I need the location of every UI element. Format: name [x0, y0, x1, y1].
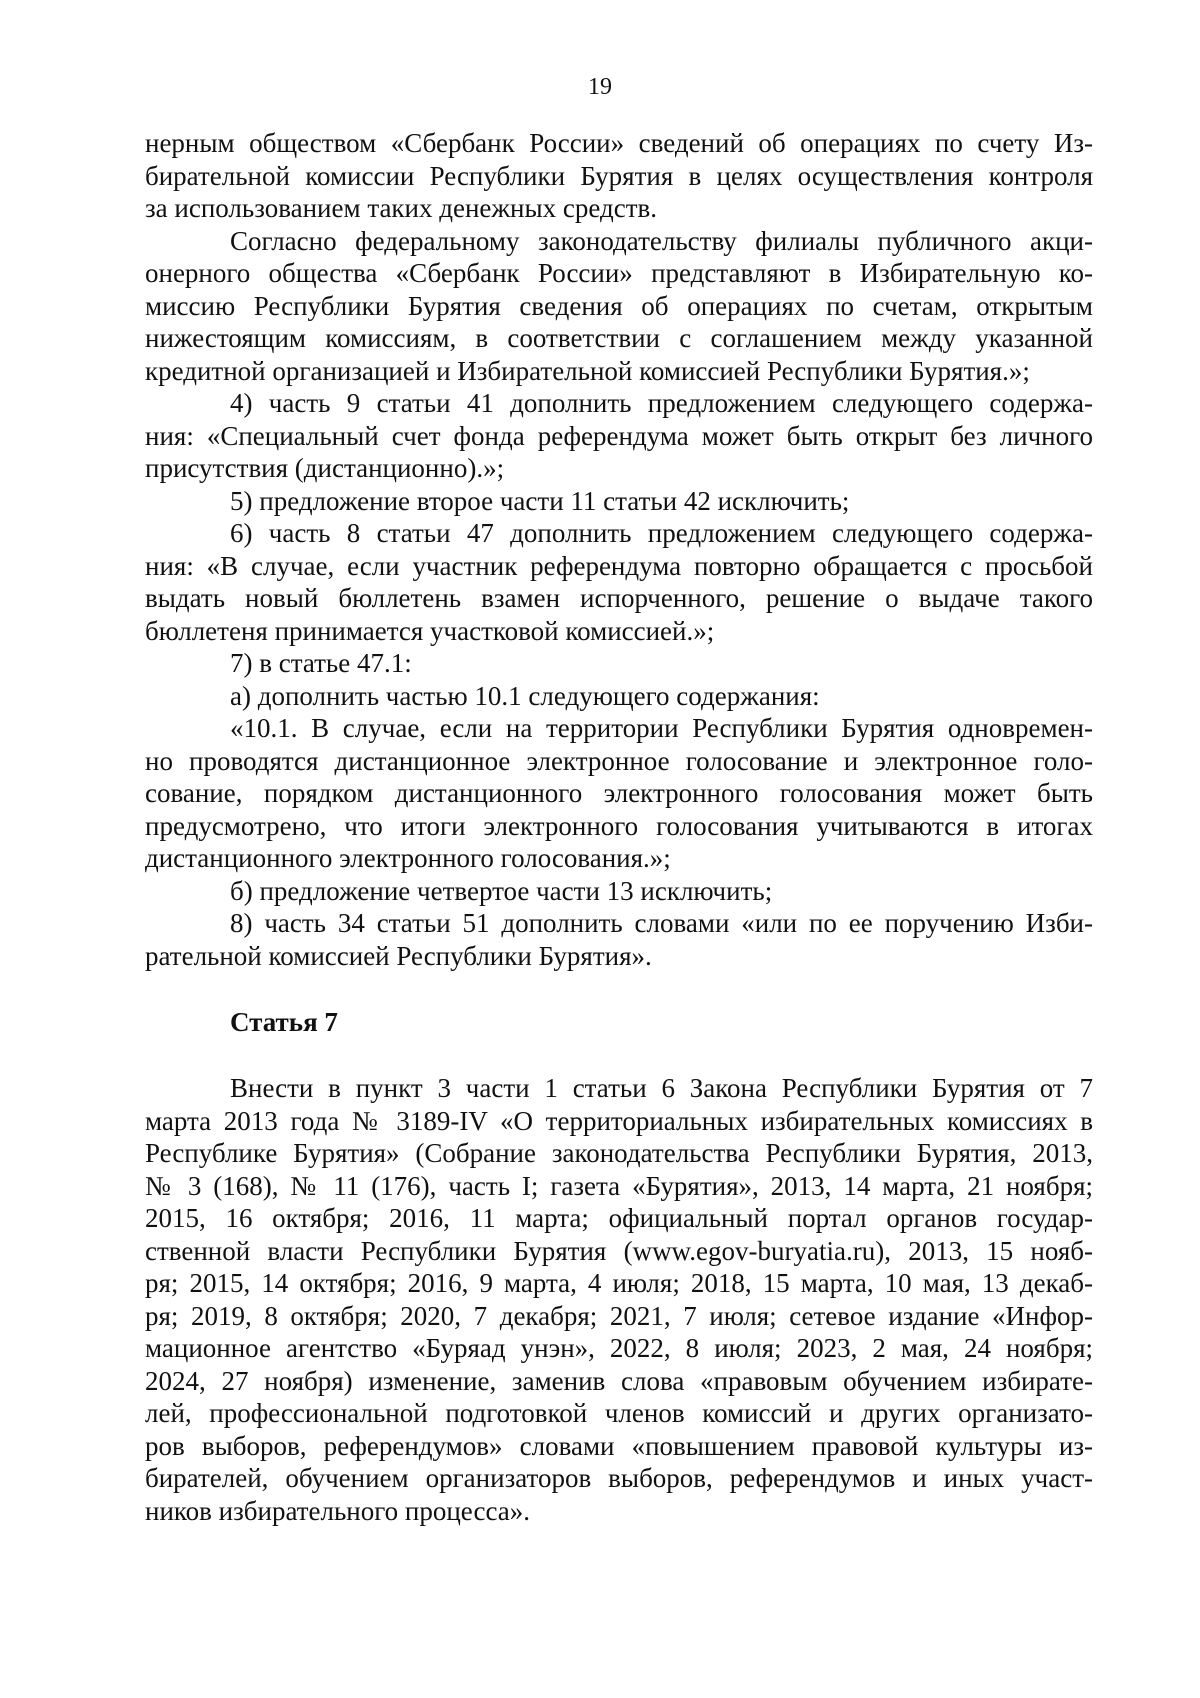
amendments-text-block [145, 127, 1093, 972]
text-line: 7) в статье 47.1: [230, 648, 412, 678]
text-line: № 3 (168), № 11 (176), часть I; газета «Бурятия», 2013, 14 марта, 21 ноября; [145, 1170, 1093, 1201]
text-line: бирательной комиссии Республики Бурятия в целях осуществления контроля [145, 160, 1093, 191]
article-heading: Статья 7 [230, 1007, 338, 1037]
text-line: сование, порядком дистанционного электронного голосования может быть [145, 778, 1093, 808]
text-line: выдать новый бюллетень взамен испорченного, решение о выдаче такого [145, 583, 1093, 613]
text-line: дистанционного электронного голосования.»; [145, 843, 671, 873]
text-line: б) предложение четвертое части 13 исключить; [230, 875, 773, 906]
text-line: Республике Бурятия» (Собрание законодательства Республики Бурятия, 2013, [145, 1138, 1093, 1168]
text-line: ственной власти Республики Бурятия (www.egov-buryatia.ru), 2013, 15 нояб- [145, 1235, 1093, 1266]
text-line: ния: «В случае, если участник референдума повторно обращается с просьбой [145, 550, 1093, 581]
text-line: ния: «Специальный счет фонда референдума может быть открыт без личного [145, 420, 1093, 451]
text-line: «10.1. В случае, если на территории Республики Бурятия одновремен- [230, 713, 1093, 743]
text-line: 4) часть 9 статьи 41 дополнить предложением следующего содержа- [230, 388, 1093, 418]
text-line: марта 2013 года № 3189-IV «О территориальных избирательных комиссиях в [145, 1105, 1093, 1136]
text-line: присутствия (дистанционно).»; [145, 453, 505, 483]
article-7-text-block [145, 1072, 1093, 1527]
text-line: 8) часть 34 статьи 51 дополнить словами «или по ее поручению Изби- [230, 908, 1093, 938]
text-line: ров выборов, референдумов» словами «повышением правовой культуры из- [145, 1430, 1093, 1461]
text-line: ников избирательного процесса». [145, 1495, 530, 1526]
text-line: Внести в пункт 3 части 1 статьи 6 Закона Республики Бурятия от 7 [230, 1073, 1093, 1103]
text-line: за использованием таких денежных средств. [145, 193, 658, 223]
text-line: 2024, 27 ноября) изменение, заменив слова «правовым обучением избирате- [145, 1365, 1093, 1396]
text-line: мационное агентство «Буряад унэн», 2022, 8 июля; 2023, 2 мая, 24 ноября; [145, 1333, 1093, 1363]
text-line: 2015, 16 октября; 2016, 11 марта; официальный портал органов государ- [145, 1203, 1093, 1233]
text-line: 6) часть 8 статьи 47 дополнить предложением следующего содержа- [230, 518, 1093, 548]
text-line: но проводятся дистанционное электронное голосование и электронное голо- [145, 745, 1093, 776]
text-line: онерного общества «Сбербанк России» представляют в Избирательную ко- [145, 258, 1093, 288]
text-line: бюллетеня принимается участковой комиссией.»; [145, 615, 715, 646]
text-line: миссию Республики Бурятия сведения об операциях по счетам, открытым [145, 290, 1093, 321]
text-line: нижестоящим комиссиям, в соответствии с соглашением между указанной [145, 323, 1093, 353]
text-line: предусмотрено, что итоги электронного голосования учитываются в итогах [145, 810, 1093, 841]
text-line: а) дополнить частью 10.1 следующего содержания: [230, 680, 820, 711]
text-line: ря; 2019, 8 октября; 2020, 7 декабря; 2021, 7 июля; сетевое издание «Инфор- [145, 1300, 1093, 1331]
text-line: рательной комиссией Республики Бурятия». [145, 940, 652, 971]
text-line: кредитной организацией и Избирательной комиссией Республики Бурятия.»; [145, 355, 1030, 386]
text-line: нерным обществом «Сбербанк России» сведений об операциях по счету Из- [145, 128, 1093, 158]
text-line: ря; 2015, 14 октября; 2016, 9 марта, 4 июля; 2018, 15 марта, 10 мая, 13 декаб- [145, 1268, 1093, 1298]
text-line: 5) предложение второе части 11 статьи 42 исключить; [230, 485, 850, 516]
text-line: лей, профессиональной подготовкой членов комиссий и других организато- [145, 1398, 1093, 1428]
page-number: 19 [588, 74, 612, 100]
text-line: бирателей, обучением организаторов выборов, референдумов и иных участ- [145, 1463, 1093, 1493]
text-line: Согласно федеральному законодательству филиалы публичного акци- [230, 225, 1093, 256]
